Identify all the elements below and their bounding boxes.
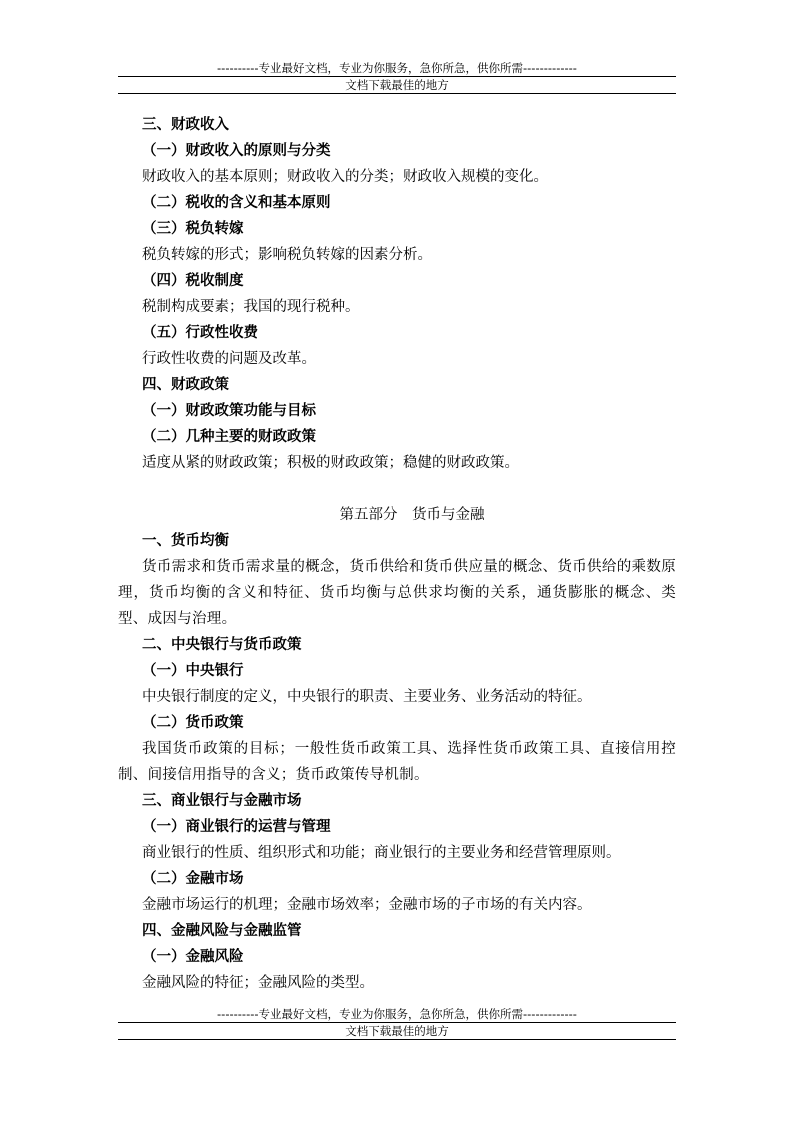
body-text: 财政收入的基本原则；财政收入的分类；财政收入规模的变化。 <box>142 169 548 185</box>
body-text: 税负转嫁的形式；影响税负转嫁的因素分析。 <box>142 247 432 263</box>
subsection-heading: （一）财政政策功能与目标 <box>142 402 316 419</box>
spacer <box>118 476 676 502</box>
body-text: 商业银行的性质、组织形式和功能；商业银行的主要业务和经营管理原则。 <box>142 845 621 861</box>
section-heading: 二、中央银行与货币政策 <box>142 636 302 653</box>
body-paragraph: 我国货币政策的目标；一般性货币政策工具、选择性货币政策工具、直接信用控制、间接信用指导的含义；货币政策传导机制。 <box>118 741 676 783</box>
page-footer <box>118 1006 676 1040</box>
subsection-heading: （二）税收的含义和基本原则 <box>142 194 331 211</box>
footer-rule-bottom <box>118 1039 676 1040</box>
body-text: 行政性收费的问题及改革。 <box>142 351 316 367</box>
subsection-heading: （五）行政性收费 <box>142 324 258 341</box>
subsection-heading: （一）中央银行 <box>142 662 244 679</box>
subsection-heading: （三）税负转嫁 <box>142 220 244 237</box>
subsection-heading: （一）财政收入的原则与分类 <box>142 142 331 159</box>
page-header <box>118 60 676 94</box>
section-heading: 一、货币均衡 <box>142 532 229 549</box>
body-text: 税制构成要素；我国的现行税种。 <box>142 299 360 315</box>
subsection-heading: （二）货币政策 <box>142 714 244 731</box>
section-heading: 四、金融风险与金融监管 <box>142 922 302 939</box>
body-text: 中央银行制度的定义，中央银行的职责、主要业务、业务活动的特征。 <box>142 689 592 705</box>
header-slogan: ----------专业最好文档，专业为你服务，急你所急，供你所需------------- <box>217 61 577 75</box>
subsection-heading: （四）税收制度 <box>142 272 244 289</box>
subsection-heading: （一）金融风险 <box>142 948 244 965</box>
body-text: 金融市场运行的机理；金融市场效率；金融市场的子市场的有关内容。 <box>142 897 592 913</box>
subsection-heading: （一）商业银行的运营与管理 <box>142 818 331 835</box>
section-heading: 四、财政政策 <box>142 376 229 393</box>
subsection-heading: （二）金融市场 <box>142 870 244 887</box>
body-paragraph: 货币需求和货币需求量的概念，货币供给和货币供应量的概念、货币供给的乘数原理，货币均衡的含义和特征、货币均衡与总供求均衡的关系，通货膨胀的概念、类型、成因与治理。 <box>118 559 676 627</box>
part-title: 第五部分 货币与金融 <box>339 507 485 523</box>
subsection-heading: （二）几种主要的财政政策 <box>142 428 316 445</box>
section-heading: 三、财政收入 <box>142 116 229 133</box>
footer-site-text: 文档下载最佳的地方 <box>345 1024 449 1038</box>
document-body <box>118 112 676 996</box>
section-heading: 三、商业银行与金融市场 <box>142 792 302 809</box>
body-text: 金融风险的特征；金融风险的类型。 <box>142 975 374 991</box>
header-rule-bottom <box>118 93 676 94</box>
body-text: 适度从紧的财政政策；积极的财政政策；稳健的财政政策。 <box>142 455 519 471</box>
footer-slogan: ----------专业最好文档，专业为你服务，急你所急，供你所需------------- <box>217 1007 577 1021</box>
header-site-text: 文档下载最佳的地方 <box>345 78 449 92</box>
